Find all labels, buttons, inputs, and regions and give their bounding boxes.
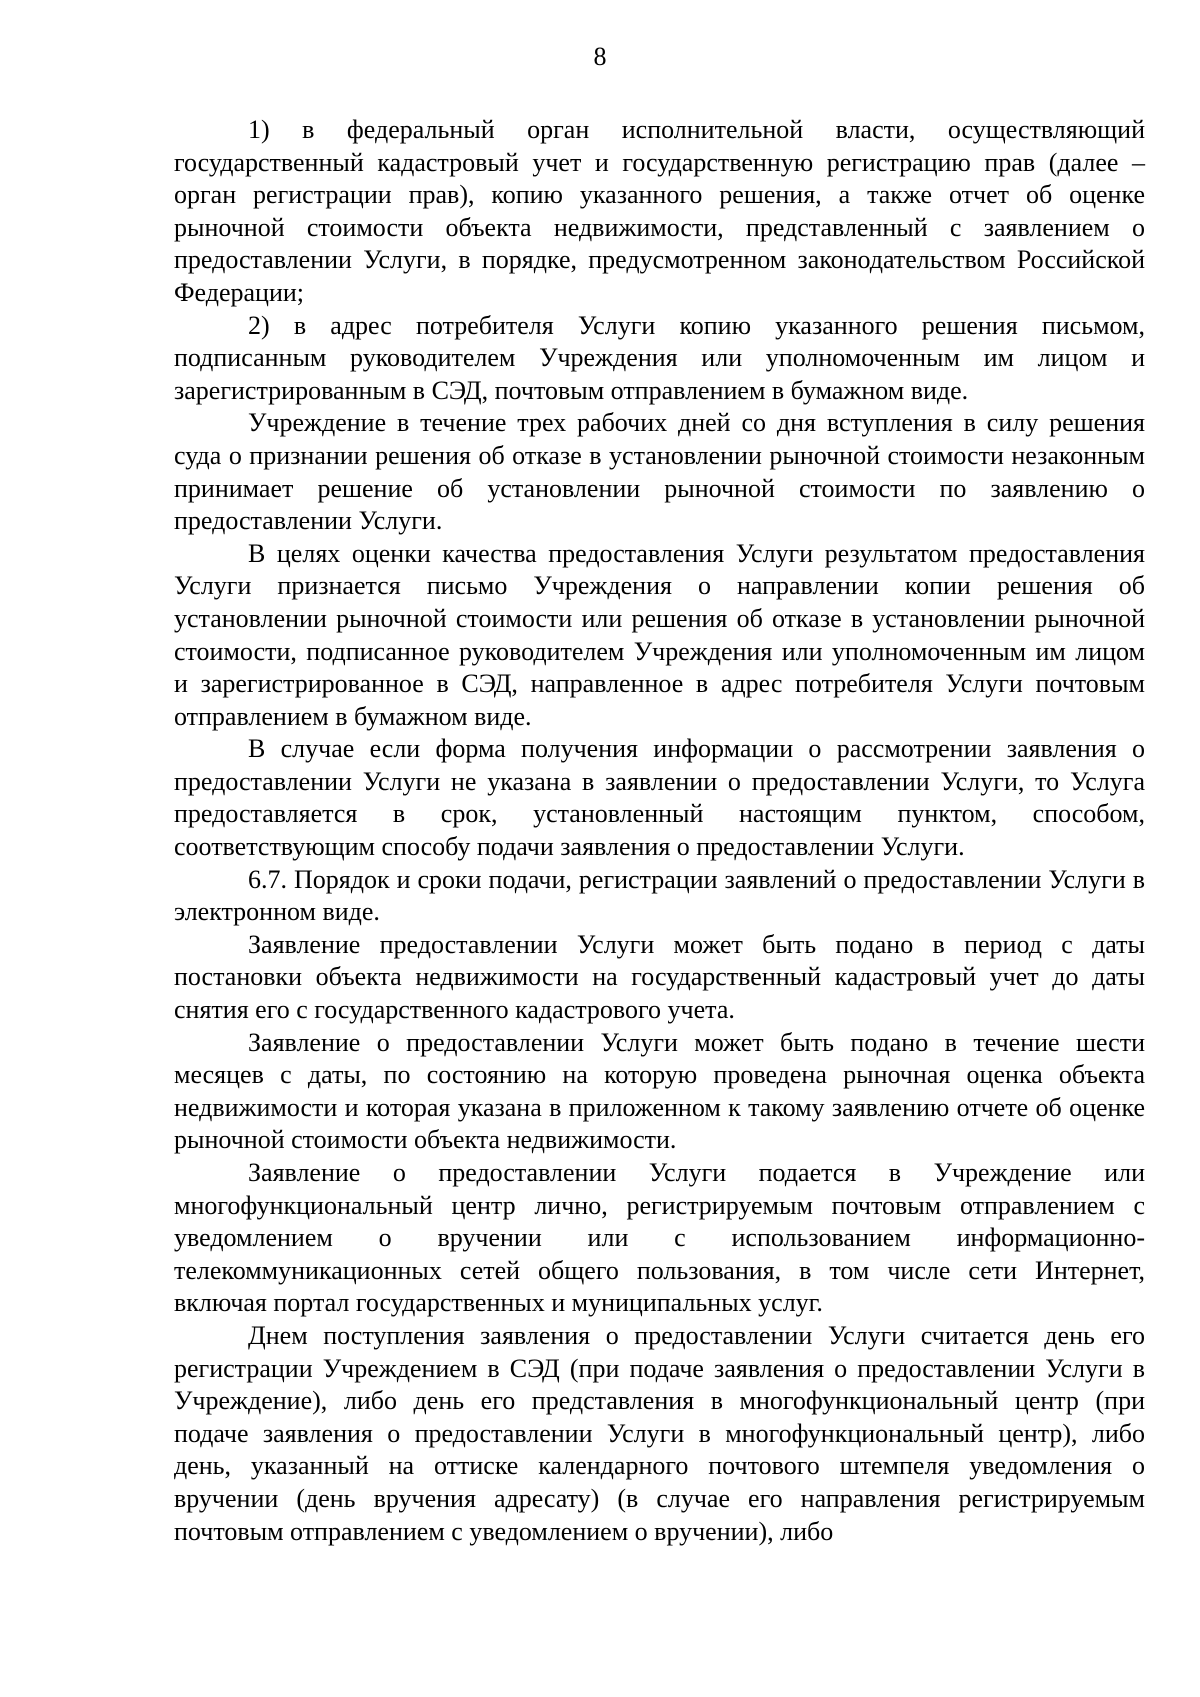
paragraph-submission-channels: Заявление о предоставлении Услуги подается в Учреждение или многофункциональный центр лично, регистрируемым почтовым отправлением с уведомлением о вручении или с использованием информационно-телекоммуникационных сетей общего пользования, в том числе сети Интернет, включая портал государственных и муниципальных услуг. — [174, 1158, 1145, 1318]
paragraph-quality-assessment: В целях оценки качества предоставления Услуги результатом предоставления Услуги признается письмо Учреждения о направлении копии решения об установлении рыночной стоимости или решения об отказе в установлении рыночной стоимости, подписанное руководителем Учреждения или уполномоченным им лицом и зарегистрированное в СЭД, направленное в адрес потребителя Услуги почтовым отправлением в бумажном виде. — [174, 538, 1145, 731]
page-number: 8 — [593, 42, 607, 71]
paragraph-filing-period: Заявление предоставлении Услуги может быть подано в период с даты постановки объекта недвижимости на государственный кадастровый учет до даты снятия его с государственного кадастрового учета. — [174, 929, 1145, 1025]
document-body — [174, 114, 1145, 1548]
paragraph-receipt-date: Днем поступления заявления о предоставлении Услуги считается день его регистрации Учреждением в СЭД (при подаче заявления о предоставлении Услуги в Учреждение), либо день его представления в многофункциональный центр (при подаче заявления о предоставлении Услуги в многофункциональный центр), либо день, указанный на оттиске календарного почтового штемпеля уведомления о вручении (день вручения адресату) (в случае его направления регистрируемым почтовым отправлением с уведомлением о вручении), либо — [174, 1320, 1145, 1546]
paragraph-six-months: Заявление о предоставлении Услуги может быть подано в течение шести месяцев с даты, по состоянию на которую проведена рыночная оценка объекта недвижимости и которая указана в приложенном к такому заявлению отчете об оценке рыночной стоимости объекта недвижимости. — [174, 1027, 1145, 1155]
paragraph-delivery-method: В случае если форма получения информации о рассмотрении заявления о предоставлении Услуги не указана в заявлении о предоставлении Услуги, то Услуга предоставляется в срок, установленный настоящим пунктом, способом, соответствующим способу подачи заявления о предоставлении Услуги. — [174, 734, 1145, 862]
paragraph-section-6-7: 6.7. Порядок и сроки подачи, регистрации заявлений о предоставлении Услуги в электронном виде. — [174, 864, 1145, 927]
paragraph-court-decision: Учреждение в течение трех рабочих дней со дня вступления в силу решения суда о признании решения об отказе в установлении рыночной стоимости незаконным принимает решение об установлении рыночной стоимости по заявлению о предоставлении Услуги. — [174, 408, 1145, 536]
paragraph-item-2: 2) в адрес потребителя Услуги копию указанного решения письмом, подписанным руководителем Учреждения или уполномоченным им лицом и зарегистрированным в СЭД, почтовым отправлением в бумажном виде. — [174, 310, 1145, 405]
paragraph-item-1: 1) в федеральный орган исполнительной власти, осуществляющий государственный кадастровый учет и государственную регистрацию прав (далее – орган регистрации прав), копию указанного решения, а также отчет об оценке рыночной стоимости объекта недвижимости, представленный с заявлением о предоставлении Услуги, в порядке, предусмотренном законодательством Российской Федерации; — [174, 115, 1145, 307]
